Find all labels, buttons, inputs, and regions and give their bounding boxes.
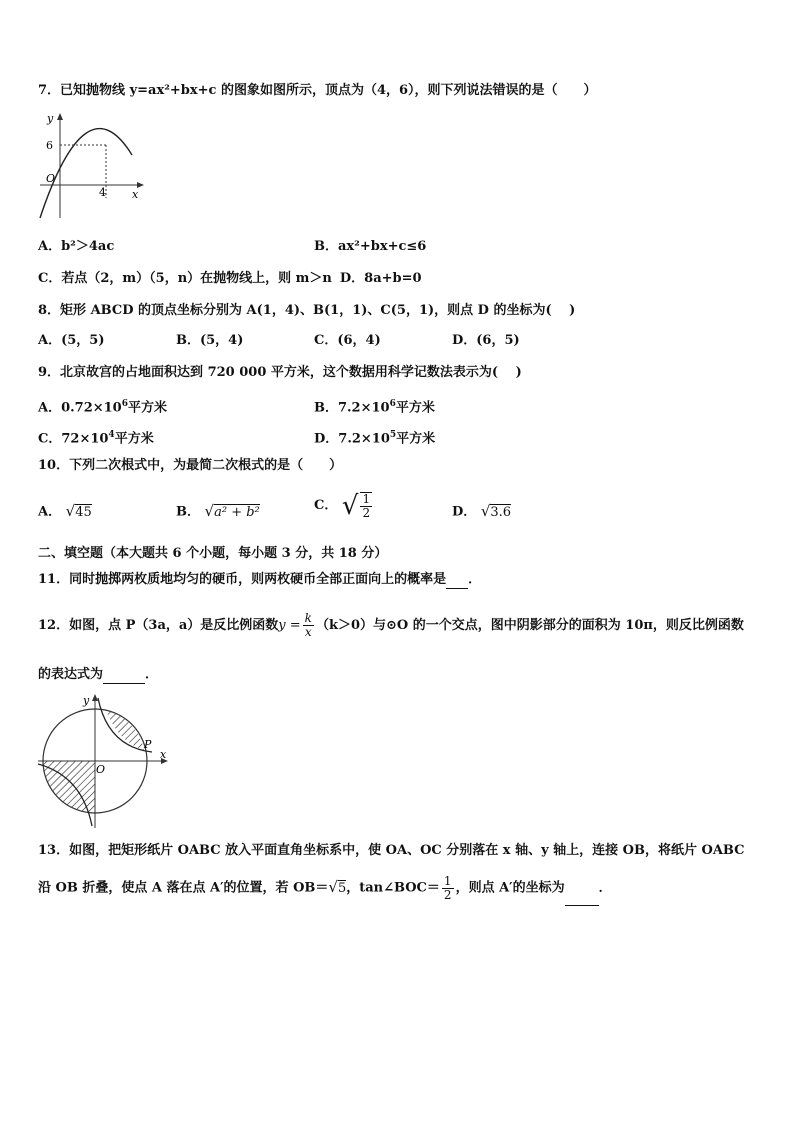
q7-origin: O <box>46 172 56 185</box>
q8-option-a: A．(5，5) <box>38 333 105 348</box>
q9-d-unit: 平方米 <box>396 431 436 447</box>
q11-stem-line <box>38 571 481 589</box>
q8-option-c: C．(6，4) <box>314 333 381 348</box>
q13-line2-pre: 沿 OB 折叠，使点 A 落在点 A′的位置，若 OB＝ <box>38 880 329 896</box>
q9-option-c <box>38 426 154 448</box>
q12-y-label: y <box>83 694 90 707</box>
q11-stem: 11．同时抛掷两枚质地均匀的硬币，则两枚硬币全部正面向上的概率是 <box>38 572 447 587</box>
q13-end: ． <box>598 880 612 896</box>
q13-radicand: 5 <box>337 881 347 896</box>
q10-b-radicand: a² + b² <box>214 505 260 520</box>
q12-frac-den: x <box>304 625 312 639</box>
q8-option-d: D．(6，5) <box>452 333 520 348</box>
section-fill-in-heading: 二、填空题（本大题共 6 个小题，每小题 3 分，共 18 分） <box>38 546 388 561</box>
q12-line2: 的表达式为 <box>38 667 104 682</box>
q13-answer-blank[interactable] <box>565 905 599 906</box>
q10-option-d <box>452 502 511 522</box>
q12-stem-pre: 12．如图，点 P（3a，a）是反比例函数 <box>38 618 279 633</box>
q10-option-c <box>314 492 374 520</box>
q8-option-b: B．(5，4) <box>176 333 244 348</box>
q7-parabola-graph <box>36 110 148 222</box>
q7-y-label: y <box>47 112 54 125</box>
q7-option-d: D．8a+b=0 <box>339 271 422 286</box>
q12-stem-post: （k＞0）与⊙O 的一个交点，图中阴影部分的面积为 10π，则反比例函数 <box>315 618 744 633</box>
q13-post: ，则点 A′的坐标为 <box>455 880 565 896</box>
q9-option-d <box>314 426 435 448</box>
q10-c-radical: √ $\frac{1}{2}$ <box>341 491 371 521</box>
q12-origin: O <box>96 763 106 776</box>
q7-option-c: C．若点（2，m）（5，n）在抛物线上，则 m＞n <box>38 271 332 286</box>
q12-y-eq: y = <box>278 618 301 633</box>
q13-mid: ，tan∠BOC＝ <box>346 880 440 896</box>
q7-option-a: A．b²＞4ac <box>38 239 115 254</box>
q10-a-radical: √45 <box>65 502 92 520</box>
q9-stem: 9．北京故宫的占地面积达到 720 000 平方米，这个数据用科学记数法表示为( ) <box>38 365 522 380</box>
q12-end: ． <box>145 667 159 682</box>
q13-frac-den: 2 <box>443 887 452 902</box>
q12-x-label: x <box>160 748 167 761</box>
q9-option-a <box>38 395 167 417</box>
q9-a-exp: 6 <box>121 399 128 409</box>
q9-c-unit: 平方米 <box>114 431 154 447</box>
q11-answer-blank[interactable] <box>446 588 468 589</box>
q7-option-b: B．ax²+bx+c≤6 <box>314 239 427 254</box>
q10-c-num: 1 <box>362 492 371 506</box>
q9-b-unit: 平方米 <box>395 400 435 416</box>
q10-d-label: D． <box>452 504 477 520</box>
q7-tick-6: 6 <box>46 139 53 152</box>
q10-stem: 10．下列二次根式中，为最简二次根式的是（ ） <box>38 458 343 473</box>
q12-stem-line2 <box>38 666 158 684</box>
q10-a-label: A． <box>38 504 62 520</box>
q13-line2 <box>38 870 612 906</box>
q10-a-radicand: 45 <box>75 505 92 520</box>
q9-d-base: D．7.2×10 <box>314 431 390 447</box>
q8-stem: 8．矩形 ABCD 的顶点坐标分别为 A(1，4)、B(1，1)、C(5，1)，则点 D 的坐标为( ) <box>38 303 576 318</box>
q13-line1: 13．如图，把矩形纸片 OABC 放入平面直角坐标系中，使 OA、OC 分别落在 x 轴、y 轴上，连接 OB，将纸片 OABC <box>38 843 745 858</box>
q9-d-exp: 5 <box>389 430 397 440</box>
q13-radical: √5 <box>328 878 347 896</box>
q11-end: ． <box>468 572 482 587</box>
q13-fraction <box>442 875 454 902</box>
q12-frac-num: k <box>304 611 312 625</box>
q13-frac-num: 1 <box>443 873 452 888</box>
q9-a-base: A．0.72×10 <box>38 400 122 416</box>
q10-c-label: C． <box>314 498 338 513</box>
q7-stem: 7．已知抛物线 y=ax²+bx+c 的图象如图所示，顶点为（4，6），则下列说法错误的是（ ） <box>38 83 597 98</box>
q12-answer-blank[interactable] <box>103 683 145 684</box>
q9-a-unit: 平方米 <box>128 400 168 416</box>
q12-circle-graph <box>38 692 172 830</box>
q12-fraction <box>303 612 314 639</box>
q10-b-label: B． <box>176 504 200 520</box>
q7-options-cd <box>38 270 422 288</box>
q10-d-radicand: 3.6 <box>490 505 512 520</box>
q12-stem-line <box>38 609 744 643</box>
q9-c-base: C．72×10 <box>38 431 109 447</box>
q10-c-den: 2 <box>362 506 371 520</box>
q10-d-radical: √3.6 <box>480 502 512 520</box>
q9-option-b <box>314 395 435 417</box>
q10-option-b <box>176 502 260 522</box>
q9-b-exp: 6 <box>389 399 396 409</box>
q7-tick-4: 4 <box>99 186 106 199</box>
q12-point-p: P <box>144 738 152 751</box>
q9-b-base: B．7.2×10 <box>314 400 390 416</box>
q10-b-radical: √a² + b² <box>204 502 260 520</box>
q9-c-exp: 4 <box>108 430 115 440</box>
q10-option-a <box>38 502 92 522</box>
q7-x-label: x <box>132 188 139 201</box>
